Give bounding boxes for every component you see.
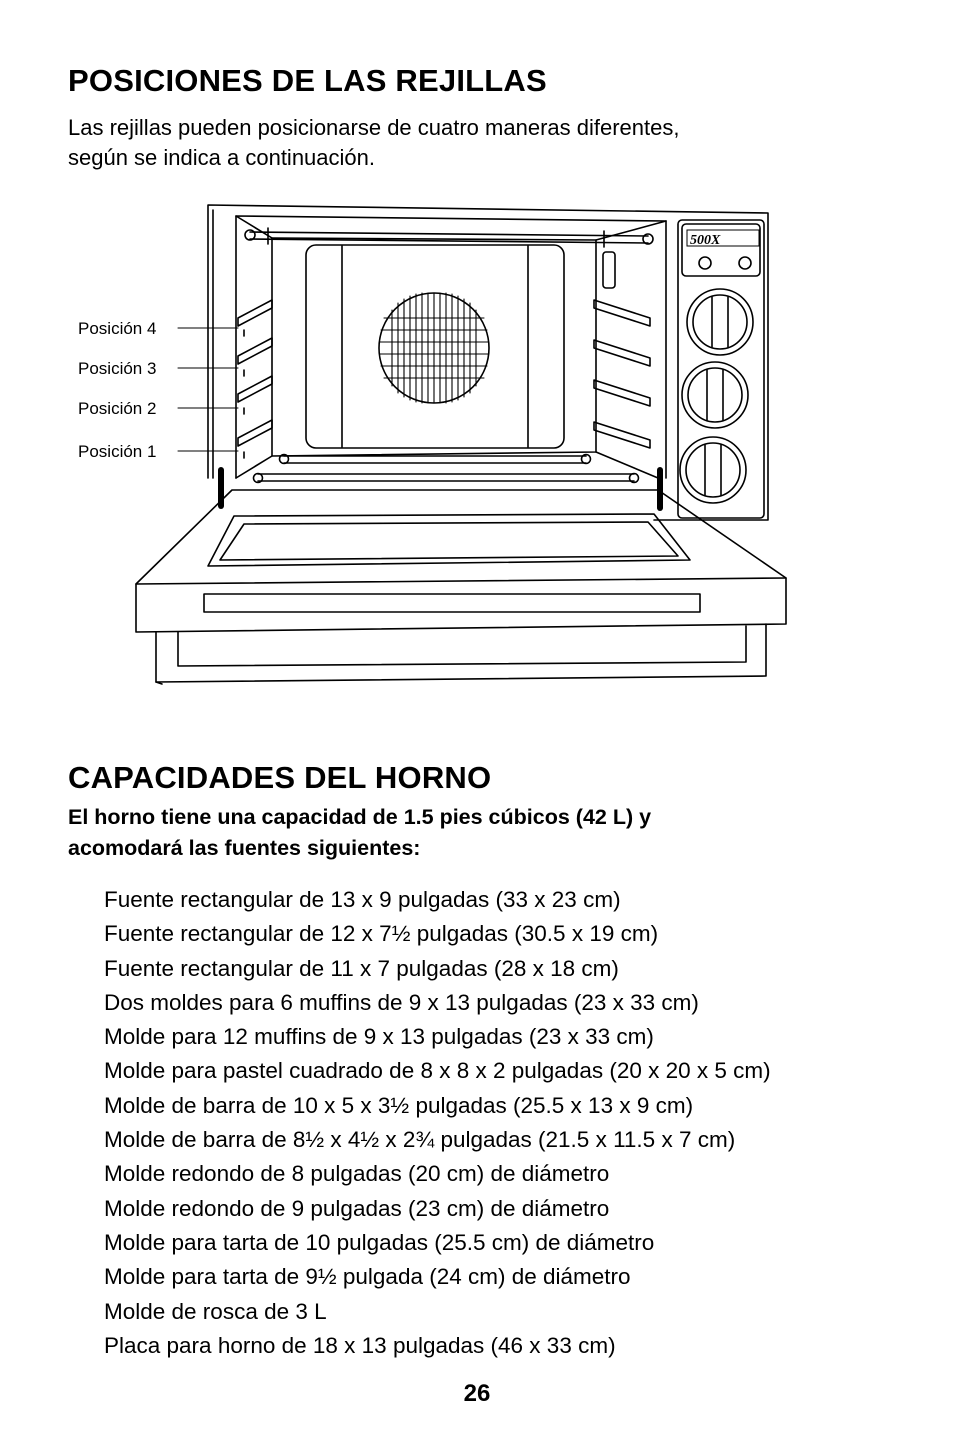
- bottom-rack-rod: [284, 456, 586, 463]
- section-title-oven-capacity: CAPACIDADES DEL HORNO: [68, 760, 492, 795]
- position-label-1: Posición 1: [78, 442, 157, 461]
- door-handle: [204, 594, 700, 612]
- list-item: Molde de barra de 10 x 5 x 3½ pulgadas (25.5 x 13 x 9 cm): [104, 1092, 694, 1118]
- list-item: Molde para tarta de 10 pulgadas (25.5 cm) de diámetro: [104, 1229, 655, 1255]
- position-label-2: Posición 2: [78, 399, 157, 418]
- timer-knob: [687, 289, 753, 355]
- oven-rack-diagram: [70, 198, 800, 690]
- page-number: 26: [463, 1380, 491, 1407]
- pan-list: [104, 883, 771, 1363]
- oven-door: [136, 490, 786, 632]
- list-item: Fuente rectangular de 12 x 7½ pulgadas (30.5 x 19 cm): [104, 921, 659, 947]
- list-item: Placa para horno de 18 x 13 pulgadas (46 x 33 cm): [104, 1332, 616, 1358]
- indicator-light-right: [739, 257, 751, 269]
- list-item: Molde para pastel cuadrado de 8 x 8 x 2 pulgadas (20 x 20 x 5 cm): [104, 1058, 771, 1084]
- intro-line: Las rejillas pueden posicionarse de cuatro maneras diferentes,: [68, 115, 680, 140]
- section-title-rack-positions: POSICIONES DE LAS REJILLAS: [68, 63, 547, 98]
- right-rack-supports: [594, 300, 650, 448]
- position-label-4: Posición 4: [78, 319, 157, 338]
- list-item: Molde redondo de 9 pulgadas (23 cm) de diámetro: [104, 1195, 610, 1221]
- intro-line: El horno tiene una capacidad de 1.5 pies cúbicos (42 L) y: [68, 805, 652, 829]
- list-item: Molde para 12 muffins de 9 x 13 pulgadas (23 x 33 cm): [104, 1024, 654, 1050]
- intro-line: según se indica a continuación.: [68, 145, 375, 170]
- list-item: Fuente rectangular de 11 x 7 pulgadas (28 x 18 cm): [104, 955, 619, 981]
- list-item: Molde para tarta de 9½ pulgada (24 cm) de diámetro: [104, 1264, 631, 1290]
- list-item: Molde redondo de 8 pulgadas (20 cm) de diámetro: [104, 1161, 610, 1187]
- oven-capacity-intro: [68, 802, 888, 864]
- indicator-light-left: [699, 257, 711, 269]
- temperature-knob: [682, 362, 748, 428]
- list-item: Fuente rectangular de 13 x 9 pulgadas (33 x 23 cm): [104, 887, 621, 912]
- list-item: Molde de barra de 8½ x 4½ x 2¾ pulgadas (21.5 x 11.5 x 7 cm): [104, 1127, 736, 1153]
- list-item: Dos moldes para 6 muffins de 9 x 13 pulgadas (23 x 33 cm): [104, 989, 699, 1015]
- intro-line: acomodará las fuentes siguientes:: [68, 836, 421, 860]
- list-item: Molde de rosca de 3 L: [104, 1298, 327, 1324]
- back-panel: [306, 245, 564, 448]
- left-rack-supports: [238, 300, 272, 458]
- brand-badge: 500X: [690, 233, 721, 248]
- oven-cavity: [236, 216, 666, 478]
- position-label-3: Posición 3: [78, 359, 157, 378]
- rack-positions-intro: [68, 113, 888, 173]
- oven-cabinet: [208, 205, 768, 520]
- function-knob: [680, 437, 746, 503]
